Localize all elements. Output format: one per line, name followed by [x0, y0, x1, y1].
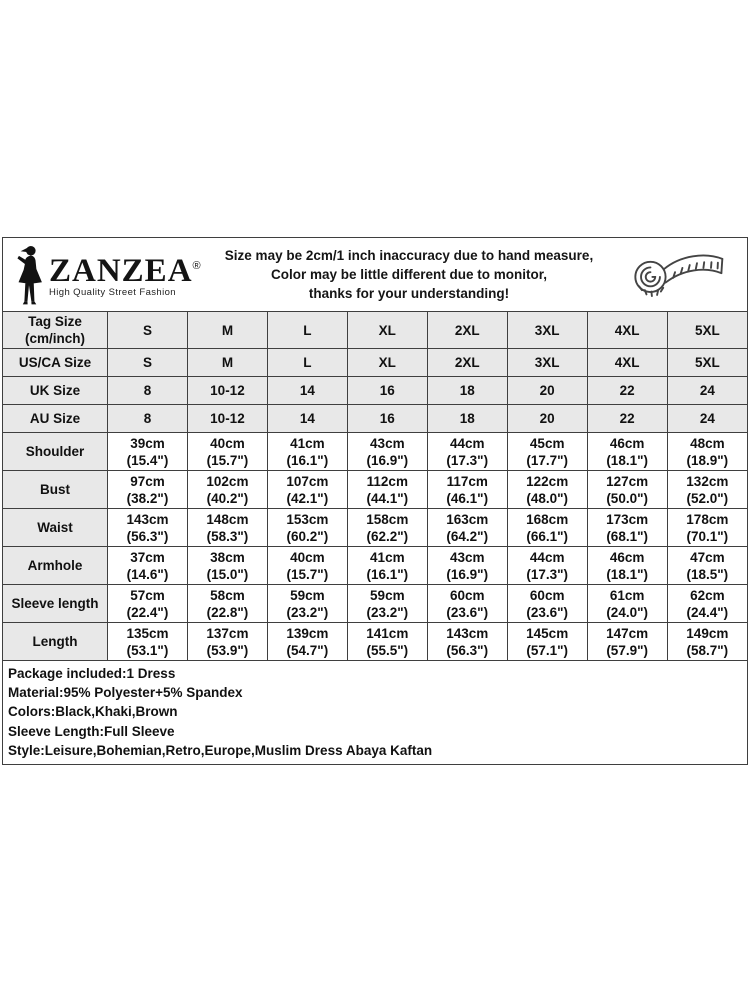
size-cell-line: L	[303, 355, 312, 370]
registered-mark: ®	[192, 260, 202, 272]
row-label-line: AU Size	[29, 411, 81, 426]
size-cell-shoulder-5XL	[667, 433, 747, 471]
size-cell-line: (18.9")	[686, 452, 729, 468]
size-cell-uk-size-M	[187, 377, 267, 405]
size-cell-waist-4XL	[587, 509, 667, 547]
detail-colors: Colors:Black,Khaki,Brown	[8, 704, 178, 720]
size-cell-line: L	[303, 322, 312, 338]
size-cell-line: 8	[143, 383, 152, 398]
size-cell-waist-XL	[347, 509, 427, 547]
size-cell-shoulder-S	[108, 433, 188, 471]
size-cell-waist-S	[108, 509, 188, 547]
size-cell-shoulder-L	[267, 433, 347, 471]
size-cell-waist-M	[187, 509, 267, 547]
row-label-us-ca-size	[3, 349, 108, 377]
size-cell-line: 47cm	[690, 549, 725, 565]
woman-silhouette-icon	[13, 244, 47, 306]
size-cell-line: XL	[378, 355, 396, 370]
row-label-shoulder	[3, 433, 108, 471]
row-label-line: Bust	[40, 482, 71, 497]
size-cell-line: 43cm	[449, 549, 485, 565]
size-cell-line: 20	[539, 411, 555, 426]
size-cell-line: 48cm	[690, 435, 725, 451]
size-cell-au-size-5XL	[667, 405, 747, 433]
size-cell-armhole-S	[108, 547, 188, 585]
size-cell-line: (70.1")	[686, 528, 729, 544]
size-cell-bust-2XL	[427, 471, 507, 509]
size-cell-us-ca-size-M	[187, 349, 267, 377]
size-cell-line: 102cm	[206, 473, 249, 489]
size-cell-line: 137cm	[206, 625, 249, 641]
size-cell-line: 24	[699, 383, 715, 398]
size-cell-line: 14	[299, 383, 315, 398]
size-cell-line: (56.3")	[446, 642, 489, 658]
row-label-waist	[3, 509, 108, 547]
size-cell-line: (38.2")	[126, 490, 169, 506]
size-cell-bust-4XL	[587, 471, 667, 509]
size-cell-line: 58cm	[210, 587, 245, 603]
size-cell-line: (24.0")	[606, 604, 648, 620]
size-cell-us-ca-size-XL	[347, 349, 427, 377]
row-label-length	[3, 623, 108, 661]
size-cell-tag-size-4XL	[587, 312, 667, 349]
size-cell-line: 135cm	[126, 625, 169, 641]
size-cell-armhole-5XL	[667, 547, 747, 585]
size-cell-line: 22	[619, 411, 635, 426]
size-table-row-length	[3, 623, 748, 661]
size-cell-line: 139cm	[286, 625, 329, 641]
size-cell-line: 132cm	[686, 473, 729, 489]
size-cell-line: XL	[378, 322, 396, 338]
size-cell-line: 147cm	[606, 625, 649, 641]
size-cell-us-ca-size-3XL	[507, 349, 587, 377]
size-cell-line: 153cm	[286, 511, 329, 527]
size-cell-line: 2XL	[454, 322, 480, 338]
size-cell-line: (55.5")	[366, 642, 409, 658]
size-cell-line: 143cm	[126, 511, 169, 527]
size-cell-line: (64.2")	[446, 528, 489, 544]
size-cell-line: 38cm	[210, 549, 245, 565]
size-cell-sleeve-length-2XL	[427, 585, 507, 623]
size-cell-line: (56.3")	[126, 528, 169, 544]
size-cell-line: 44cm	[449, 435, 485, 451]
measuring-tape-icon	[619, 246, 747, 304]
size-cell-line: 5XL	[694, 322, 720, 338]
size-cell-uk-size-4XL	[587, 377, 667, 405]
size-cell-bust-3XL	[507, 471, 587, 509]
size-cell-line: 2XL	[454, 355, 480, 370]
size-cell-line: (18.1")	[606, 566, 648, 582]
size-cell-line: (15.4")	[126, 452, 169, 468]
row-label-line: (cm/inch)	[25, 331, 86, 346]
size-cell-bust-XL	[347, 471, 427, 509]
row-label-line: Waist	[37, 520, 73, 535]
size-cell-line: (23.6")	[446, 604, 489, 620]
row-label-line: US/CA Size	[18, 355, 92, 370]
size-chart-sheet	[2, 237, 748, 765]
size-cell-length-2XL	[427, 623, 507, 661]
size-cell-line: 37cm	[130, 549, 165, 565]
size-cell-line: 44cm	[529, 549, 565, 565]
size-cell-length-3XL	[507, 623, 587, 661]
size-cell-line: 18	[459, 383, 475, 398]
size-cell-line: 117cm	[446, 473, 488, 489]
size-cell-line: (15.7")	[206, 452, 249, 468]
size-cell-line: (46.1")	[446, 490, 489, 506]
size-cell-line: 22	[619, 383, 635, 398]
size-cell-shoulder-3XL	[507, 433, 587, 471]
size-cell-sleeve-length-L	[267, 585, 347, 623]
size-cell-line: 61cm	[609, 587, 645, 603]
size-cell-line: (53.9")	[206, 642, 249, 658]
size-table-row-sleeve-length	[3, 585, 748, 623]
size-cell-line: (58.3")	[206, 528, 249, 544]
size-cell-line: 4XL	[614, 355, 640, 370]
size-cell-line: 178cm	[686, 511, 729, 527]
size-cell-line: M	[221, 355, 234, 370]
size-cell-line: (57.9")	[606, 642, 648, 658]
size-cell-line: 4XL	[614, 322, 640, 338]
size-cell-sleeve-length-4XL	[587, 585, 667, 623]
size-cell-armhole-XL	[347, 547, 427, 585]
detail-package: Package included:1 Dress	[8, 666, 176, 681]
size-cell-tag-size-2XL	[427, 312, 507, 349]
size-cell-line: 3XL	[534, 322, 560, 338]
size-cell-line: 20	[539, 383, 555, 398]
size-cell-line: S	[142, 355, 152, 370]
brand-text	[49, 251, 202, 298]
size-cell-bust-M	[187, 471, 267, 509]
size-cell-line: 57cm	[130, 587, 165, 603]
size-cell-sleeve-length-S	[108, 585, 188, 623]
row-label-bust	[3, 471, 108, 509]
size-cell-line: (16.1")	[366, 566, 409, 582]
size-cell-line: (22.8")	[206, 604, 249, 620]
size-cell-waist-2XL	[427, 509, 507, 547]
size-cell-sleeve-length-XL	[347, 585, 427, 623]
size-cell-length-L	[267, 623, 347, 661]
size-cell-line: (52.0")	[686, 490, 729, 506]
size-cell-waist-5XL	[667, 509, 747, 547]
disclaimer-line-1: Size may be 2cm/1 inch inaccuracy due to hand measure,	[224, 248, 594, 263]
brand-tagline: High Quality Street Fashion	[49, 287, 176, 298]
row-label-line: Armhole	[27, 558, 83, 573]
row-label-tag-size	[3, 312, 108, 349]
size-cell-length-4XL	[587, 623, 667, 661]
size-cell-us-ca-size-S	[108, 349, 188, 377]
size-table-row-armhole	[3, 547, 748, 585]
size-cell-line: S	[142, 322, 152, 338]
size-table-row-tag-size	[3, 312, 748, 349]
size-cell-line: 163cm	[446, 511, 489, 527]
info-header	[2, 237, 748, 311]
size-cell-line: 168cm	[526, 511, 569, 527]
row-label-line: Sleeve length	[11, 596, 99, 611]
size-table-row-uk-size	[3, 377, 748, 405]
product-details	[2, 661, 748, 765]
size-cell-bust-5XL	[667, 471, 747, 509]
size-cell-line: 10-12	[210, 411, 245, 426]
size-cell-waist-3XL	[507, 509, 587, 547]
size-cell-line: (17.3")	[446, 452, 489, 468]
size-cell-line: (54.7")	[286, 642, 329, 658]
size-cell-line: (14.6")	[126, 566, 169, 582]
size-cell-au-size-4XL	[587, 405, 667, 433]
row-label-line: Shoulder	[25, 444, 85, 459]
size-cell-line: 16	[379, 383, 395, 398]
size-cell-waist-L	[267, 509, 347, 547]
size-cell-armhole-L	[267, 547, 347, 585]
size-cell-line: 97cm	[130, 473, 165, 489]
detail-material: Material:95% Polyester+5% Spandex	[8, 685, 243, 701]
size-cell-line: 40cm	[210, 435, 245, 451]
size-cell-line: M	[221, 322, 234, 338]
size-cell-line: (23.2")	[366, 604, 409, 620]
size-cell-line: 43cm	[370, 435, 405, 451]
size-table-row-us-ca-size	[3, 349, 748, 377]
row-label-au-size	[3, 405, 108, 433]
size-cell-line: 59cm	[290, 587, 325, 603]
size-cell-line: (17.7")	[526, 452, 569, 468]
size-cell-armhole-3XL	[507, 547, 587, 585]
size-cell-au-size-XL	[347, 405, 427, 433]
size-cell-line: (60.2")	[286, 528, 329, 544]
size-cell-tag-size-5XL	[667, 312, 747, 349]
size-cell-line: 143cm	[446, 625, 489, 641]
size-cell-sleeve-length-3XL	[507, 585, 587, 623]
size-cell-line: (24.4")	[686, 604, 729, 620]
detail-style: Style:Leisure,Bohemian,Retro,Europe,Muslim Dress Abaya Kaftan	[8, 742, 433, 758]
size-cell-line: 173cm	[606, 511, 649, 527]
size-cell-au-size-3XL	[507, 405, 587, 433]
size-cell-line: 60cm	[529, 587, 565, 603]
size-cell-line: (16.9")	[446, 566, 489, 582]
row-label-uk-size	[3, 377, 108, 405]
row-label-line: UK Size	[29, 383, 81, 398]
size-cell-line: 60cm	[449, 587, 485, 603]
size-cell-uk-size-XL	[347, 377, 427, 405]
size-cell-length-XL	[347, 623, 427, 661]
size-cell-line: (23.2")	[286, 604, 329, 620]
size-cell-line: (15.0")	[206, 566, 249, 582]
row-label-line: Tag Size	[28, 314, 82, 329]
size-cell-shoulder-2XL	[427, 433, 507, 471]
size-cell-line: (22.4")	[126, 604, 169, 620]
size-table	[2, 311, 748, 661]
size-cell-uk-size-3XL	[507, 377, 587, 405]
brand-name-text: ZANZEA	[49, 253, 193, 289]
size-cell-line: 158cm	[366, 511, 409, 527]
size-cell-line: 16	[379, 411, 395, 426]
size-cell-line: 3XL	[534, 355, 560, 370]
size-cell-au-size-M	[187, 405, 267, 433]
size-cell-bust-S	[108, 471, 188, 509]
size-cell-line: 14	[299, 411, 315, 426]
detail-sleeve-length: Sleeve Length:Full Sleeve	[8, 723, 175, 739]
size-cell-line: (23.6")	[526, 604, 569, 620]
size-cell-line: 39cm	[130, 435, 165, 451]
size-table-row-bust	[3, 471, 748, 509]
size-cell-us-ca-size-5XL	[667, 349, 747, 377]
size-cell-us-ca-size-4XL	[587, 349, 667, 377]
size-cell-line: (50.0")	[606, 490, 648, 506]
size-cell-armhole-2XL	[427, 547, 507, 585]
size-cell-line: (42.1")	[286, 490, 329, 506]
size-cell-line: 5XL	[694, 355, 720, 370]
row-label-sleeve-length	[3, 585, 108, 623]
size-cell-line: (18.1")	[606, 452, 648, 468]
size-cell-line: 10-12	[210, 383, 245, 398]
disclaimer-line-2: Color may be little different due to monitor,	[270, 267, 548, 282]
size-cell-line: 141cm	[366, 625, 409, 641]
size-cell-tag-size-XL	[347, 312, 427, 349]
size-cell-line: (16.1")	[286, 452, 329, 468]
size-table-row-shoulder	[3, 433, 748, 471]
measure-disclaimer	[199, 246, 619, 303]
size-cell-line: 46cm	[609, 549, 645, 565]
size-cell-line: 46cm	[609, 435, 645, 451]
size-cell-shoulder-XL	[347, 433, 427, 471]
size-cell-line: 127cm	[606, 473, 649, 489]
size-cell-line: (44.1")	[366, 490, 409, 506]
size-cell-us-ca-size-L	[267, 349, 347, 377]
size-cell-line: 8	[143, 411, 152, 426]
size-cell-line: 45cm	[529, 435, 565, 451]
size-cell-tag-size-S	[108, 312, 188, 349]
size-cell-length-5XL	[667, 623, 747, 661]
size-cell-tag-size-L	[267, 312, 347, 349]
size-cell-line: (57.1")	[526, 642, 569, 658]
size-cell-shoulder-4XL	[587, 433, 667, 471]
size-cell-tag-size-3XL	[507, 312, 587, 349]
size-cell-uk-size-2XL	[427, 377, 507, 405]
size-cell-au-size-L	[267, 405, 347, 433]
row-label-line: Length	[32, 634, 78, 649]
row-label-armhole	[3, 547, 108, 585]
size-cell-line: (40.2")	[206, 490, 249, 506]
size-cell-line: 148cm	[206, 511, 249, 527]
size-cell-line: (48.0")	[526, 490, 569, 506]
size-cell-line: 41cm	[370, 549, 405, 565]
size-cell-line: (58.7")	[686, 642, 729, 658]
size-cell-bust-L	[267, 471, 347, 509]
size-cell-line: 40cm	[290, 549, 325, 565]
brand-name	[49, 251, 202, 289]
size-cell-line: 62cm	[690, 587, 725, 603]
size-table-row-au-size	[3, 405, 748, 433]
size-cell-au-size-S	[108, 405, 188, 433]
size-cell-line: 107cm	[286, 473, 329, 489]
size-cell-line: 41cm	[290, 435, 325, 451]
size-cell-line: (17.3")	[526, 566, 569, 582]
size-cell-shoulder-M	[187, 433, 267, 471]
size-cell-us-ca-size-2XL	[427, 349, 507, 377]
size-cell-line: (62.2")	[366, 528, 409, 544]
size-cell-line: 149cm	[686, 625, 729, 641]
size-cell-line: (15.7")	[286, 566, 329, 582]
size-cell-line: (53.1")	[126, 642, 169, 658]
size-cell-line: (66.1")	[526, 528, 569, 544]
size-cell-line: 59cm	[370, 587, 405, 603]
size-cell-sleeve-length-5XL	[667, 585, 747, 623]
size-cell-tag-size-M	[187, 312, 267, 349]
size-cell-line: 145cm	[526, 625, 569, 641]
disclaimer-line-3: thanks for your understanding!	[308, 286, 510, 301]
size-cell-armhole-4XL	[587, 547, 667, 585]
size-cell-line: 24	[699, 411, 715, 426]
size-cell-line: (18.5")	[686, 566, 729, 582]
size-cell-line: 122cm	[526, 473, 569, 489]
size-cell-uk-size-S	[108, 377, 188, 405]
size-cell-length-S	[108, 623, 188, 661]
size-cell-au-size-2XL	[427, 405, 507, 433]
size-cell-line: (68.1")	[606, 528, 648, 544]
size-cell-line: (16.9")	[366, 452, 409, 468]
size-cell-armhole-M	[187, 547, 267, 585]
size-cell-length-M	[187, 623, 267, 661]
size-cell-uk-size-5XL	[667, 377, 747, 405]
size-table-row-waist	[3, 509, 748, 547]
size-cell-sleeve-length-M	[187, 585, 267, 623]
size-cell-line: 112cm	[366, 473, 408, 489]
brand-logo	[3, 244, 202, 306]
size-cell-uk-size-L	[267, 377, 347, 405]
size-cell-line: 18	[459, 411, 475, 426]
